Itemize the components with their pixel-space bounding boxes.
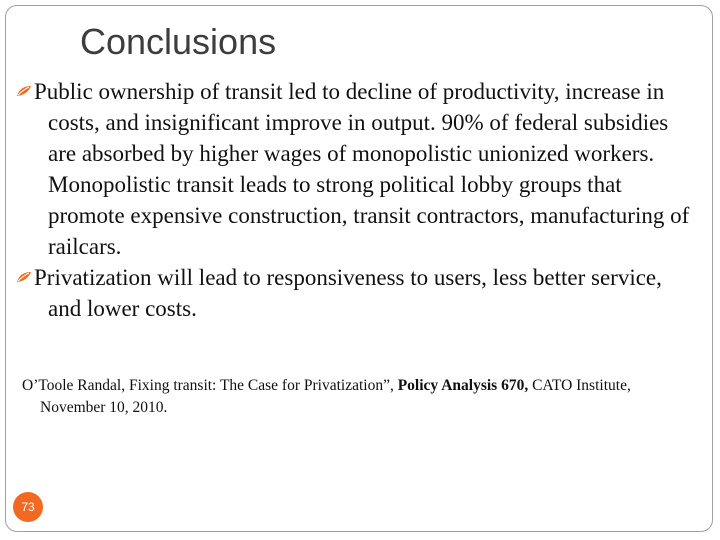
leaf-bullet-icon — [14, 76, 34, 107]
page-number-badge: 73 — [13, 492, 43, 522]
leaf-bullet-icon — [14, 262, 34, 293]
reference-bold-text: Policy Analysis 670, — [397, 377, 529, 394]
reference-text: O’Toole Randal, Fixing transit: The Case for Privatization”, — [22, 377, 398, 394]
reference-citation — [22, 375, 700, 419]
bullet-text: Public ownership of transit led to decline of productivity, increase in costs, and insignificant improve in output. 90% of federal subsidies are absorbed by higher wages of monopolistic unionized workers. Monopolistic transit leads to strong political lobby groups that promote expensive construction, transit contractors, manufacturing of railcars. — [34, 79, 690, 259]
bullet-text: Privatization will lead to responsiveness to users, less better service, and lower costs. — [34, 265, 662, 321]
bullet-list — [14, 76, 694, 324]
slide-title: Conclusions — [80, 21, 277, 62]
reference-text-end: CATO Institute, November 10, 2010. — [40, 377, 631, 416]
bullet-item — [14, 76, 694, 262]
bullet-item — [14, 262, 694, 324]
